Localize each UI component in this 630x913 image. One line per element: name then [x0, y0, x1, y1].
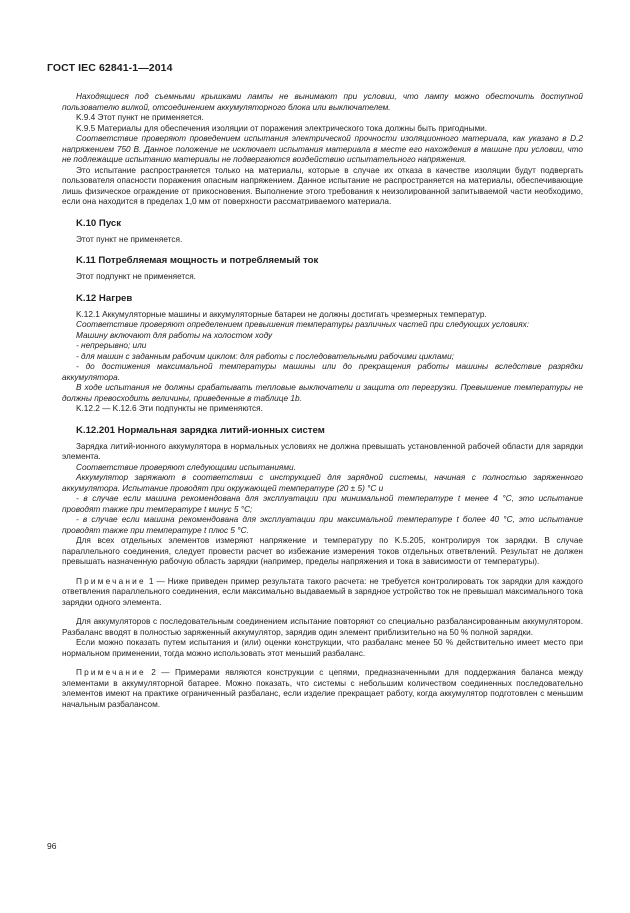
- list-item: - до достижения максимальной температуры машины или до прекращения работы машины вследствие разрядки аккумулятора.: [62, 362, 583, 382]
- note-label: Примечание: [76, 668, 146, 677]
- section-heading: K.10 Пуск: [76, 217, 122, 229]
- page-content: [62, 92, 583, 710]
- paragraph: Если можно показать путем испытания и (или) оценки конструкции, что разбаланс менее 50 % действительно имеет место при нормальном применении, тогда можно использовать этот меньший разбаланс.: [62, 638, 583, 658]
- page-number: 96: [47, 841, 57, 851]
- section-heading: K.11 Потребляемая мощность и потребляемый ток: [76, 255, 319, 266]
- note-text: 1 — Ниже приведен пример результата такого расчета: не требуется контролировать ток зарядки для каждого ответвления параллельного соединения, если максимально выдаваемый в зарядное устройство ток не превышал максимального тока зарядки одного элемента.: [62, 576, 583, 607]
- list-item: - для машин с заданным рабочим циклом: для работы с последовательными рабочими циклами;: [76, 351, 454, 361]
- paragraph: Находящиеся под съемными крышками лампы не вынимают при условии, что лампу можно обесточить доступной пользователю вилкой, отсоединением аккумуляторного блока или выключателем.: [62, 92, 583, 112]
- paragraph: В ходе испытания не должны срабатывать тепловые выключатели и защита от перегрузки. Превышение температуры не должны превосходить величины, приведенные в таблице 1b.: [62, 383, 583, 403]
- paragraph: K.12.1 Аккумуляторные машины и аккумуляторные батареи не должны достигать чрезмерных температур.: [76, 309, 487, 319]
- paragraph: K.9.4 Этот пункт не применяется.: [76, 113, 204, 122]
- list-item: - в случае если машина рекомендована для эксплуатации при минимальной температуре t менее 4 °С, это испытание проводят также при температуре t минус 5 °С;: [62, 494, 583, 514]
- paragraph: Для аккумуляторов с последовательным соединением испытание повторяют со специально разбалансированным аккумулятором. Разбаланс вводят в полностью заряженный аккумулятор, зарядив один элемент приблизительно на 50 % полной зарядки.: [62, 617, 583, 637]
- paragraph: Зарядка литий-ионного аккумулятора в нормальных условиях не должна превышать установленной рабочей области для зарядки элемента.: [62, 441, 583, 461]
- note: [62, 577, 583, 609]
- paragraph: K.9.5 Материалы для обеспечения изоляции от поражения электрического тока должны быть пригодными.: [76, 123, 488, 133]
- standard-header: ГОСТ IEC 62841-1—2014: [47, 62, 173, 74]
- list-item: - в случае если машина рекомендована для эксплуатации при максимальной температуре t более 40 °С, это испытание проводят также при температуре t плюс 5 °С.: [62, 515, 583, 535]
- paragraph: Аккумулятор заряжают в соответствии с инструкцией для зарядной системы, начиная с полностью заряженного аккумулятора. Испытание проводят при окружающей температуре (20 ± 5) °С и: [62, 473, 583, 493]
- note-text: 2 — Примерами являются конструкции с цепями, предназначенными для поддержания баланса между элементами в аккумуляторной батарее. Можно показать, что системы с небольшим количеством соединенных последовательно элементов имеют на практике ограниченный разбаланс, если изделие прекращает работу, когда аккумулятор подготовлен с меньшим начальным разбалансом.: [62, 668, 583, 709]
- list-item: - непрерывно; или: [76, 341, 147, 350]
- section-heading: K.12 Нагрев: [76, 292, 133, 304]
- paragraph: Это испытание распространяется только на материалы, которые в случае их отказа в качестве изоляции будут подвергать пользователя опасности поражения опасным напряжением. Данное испытание не распространяется на материалы, обеспечивающие лишь физическое ограждение от прикосновения. Выполнение этого требования к неизолированной запитываемой части необходимо, если она находится в пределах 1,0 мм от поверхности рассматриваемого материала.: [62, 165, 583, 206]
- paragraph: Этот пункт не применяется.: [76, 234, 183, 244]
- paragraph: Этот подпункт не применяется.: [76, 272, 196, 281]
- section-heading: K.12.201 Нормальная зарядка литий-ионных систем: [76, 424, 325, 436]
- paragraph: Машину включают для работы на холостом ходу: [76, 330, 273, 340]
- paragraph: K.12.2 — K.12.6 Эти подпункты не применяются.: [76, 404, 263, 413]
- note-label: Примечание: [76, 576, 146, 586]
- paragraph: Для всех отдельных элементов измеряют напряжение и температуру по K.5.205, контролируя ток зарядки. В случае параллельного соединения, следует провести расчет во избежание измерения токов отдельных ответвлений. Результат не должен превышать назначенную рабочую область зарядки (например, пределы напряжения и тока в зависимости от температуры).: [62, 536, 583, 566]
- paragraph: Соответствие проверяют определением превышения температуры различных частей при следующих условиях:: [76, 320, 530, 329]
- paragraph: Соответствие проверяют следующими испытаниями.: [76, 462, 296, 472]
- paragraph: Соответствие проверяют проведением испытания электрической прочности изоляционного материала, как указано в D.2 напряжением 750 В. Данное положение не исключает испытания материала в месте его нахождения в машине при условии, что не подлежащие испытанию материалы не подвергаются воздействию испытательного напряжения.: [62, 134, 583, 164]
- note: [62, 668, 583, 710]
